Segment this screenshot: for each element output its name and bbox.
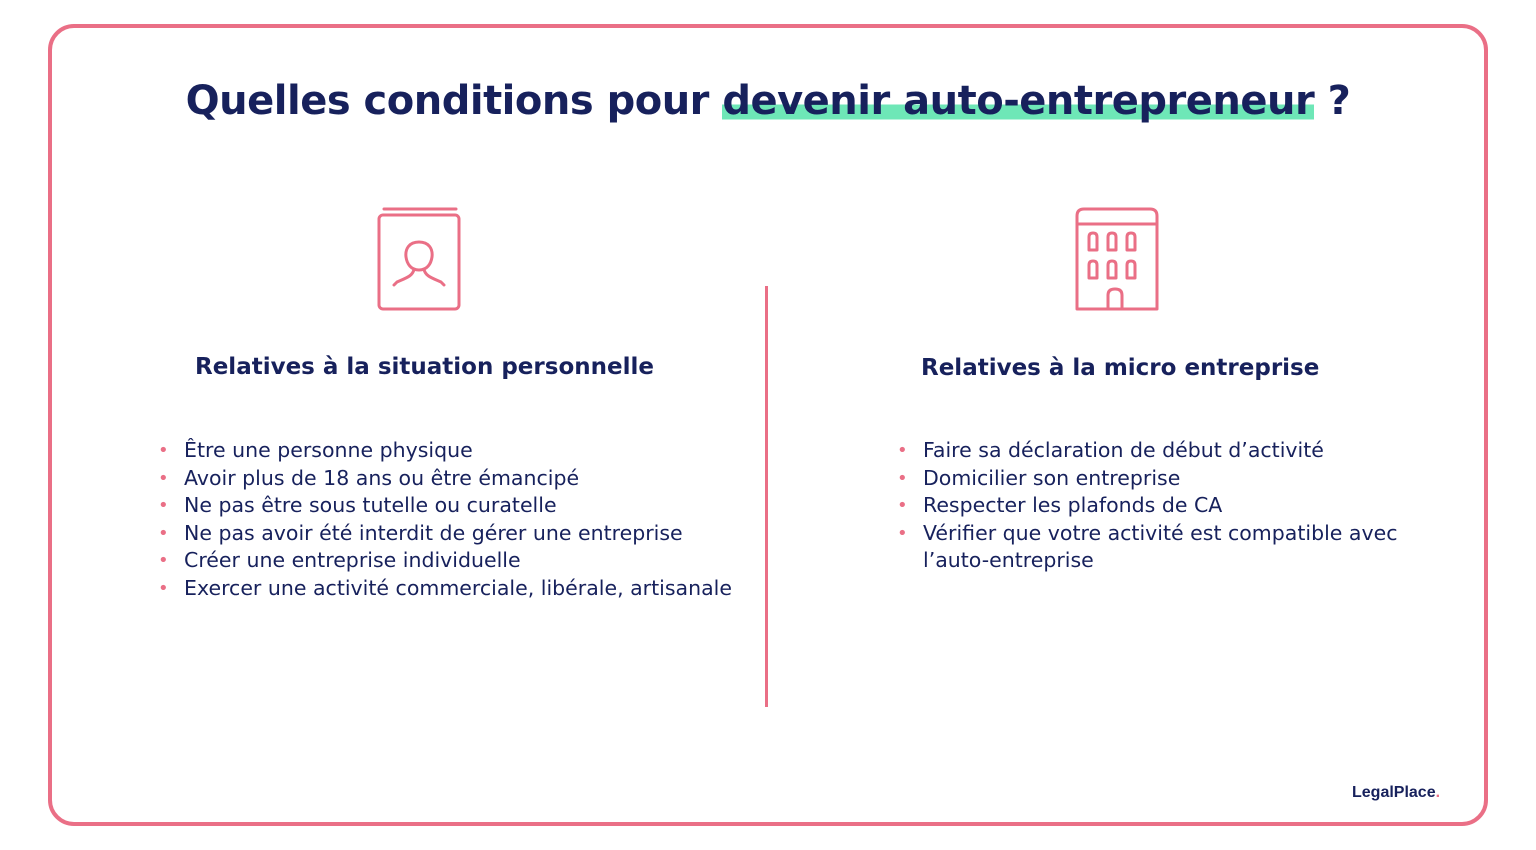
list-item: • Faire sa déclaration de début d’activité: [897, 437, 1437, 465]
list-item: • Domicilier son entreprise: [897, 465, 1437, 493]
heading-personal-situation: Relatives à la situation personnelle: [195, 354, 654, 380]
card-frame: [48, 24, 1488, 826]
personal-conditions-list: [158, 437, 758, 603]
title-end: ?: [1314, 78, 1351, 124]
brand-name: LegalPlace: [1352, 784, 1436, 801]
list-item: • Vérifier que votre activité est compatible avec l’auto-entreprise: [897, 520, 1437, 575]
person-id-card-icon: [376, 206, 462, 312]
brand-dot: .: [1435, 784, 1441, 801]
page-title: [0, 78, 1536, 124]
legalplace-logo: [1352, 784, 1440, 802]
heading-micro-enterprise: Relatives à la micro entreprise: [921, 355, 1320, 381]
enterprise-conditions-list: [897, 437, 1437, 575]
title-highlight: devenir auto-entrepreneur: [722, 78, 1315, 124]
building-icon: [1074, 206, 1160, 312]
list-item: • Ne pas avoir été interdit de gérer une entreprise: [158, 520, 758, 548]
column-divider: [765, 286, 768, 707]
title-lead: Quelles conditions pour: [185, 78, 723, 124]
list-item: • Exercer une activité commerciale, libérale, artisanale: [158, 575, 758, 603]
list-item: • Être une personne physique: [158, 437, 758, 465]
list-item: • Créer une entreprise individuelle: [158, 547, 758, 575]
list-item: • Ne pas être sous tutelle ou curatelle: [158, 492, 758, 520]
list-item: • Respecter les plafonds de CA: [897, 492, 1437, 520]
list-item: • Avoir plus de 18 ans ou être émancipé: [158, 465, 758, 493]
